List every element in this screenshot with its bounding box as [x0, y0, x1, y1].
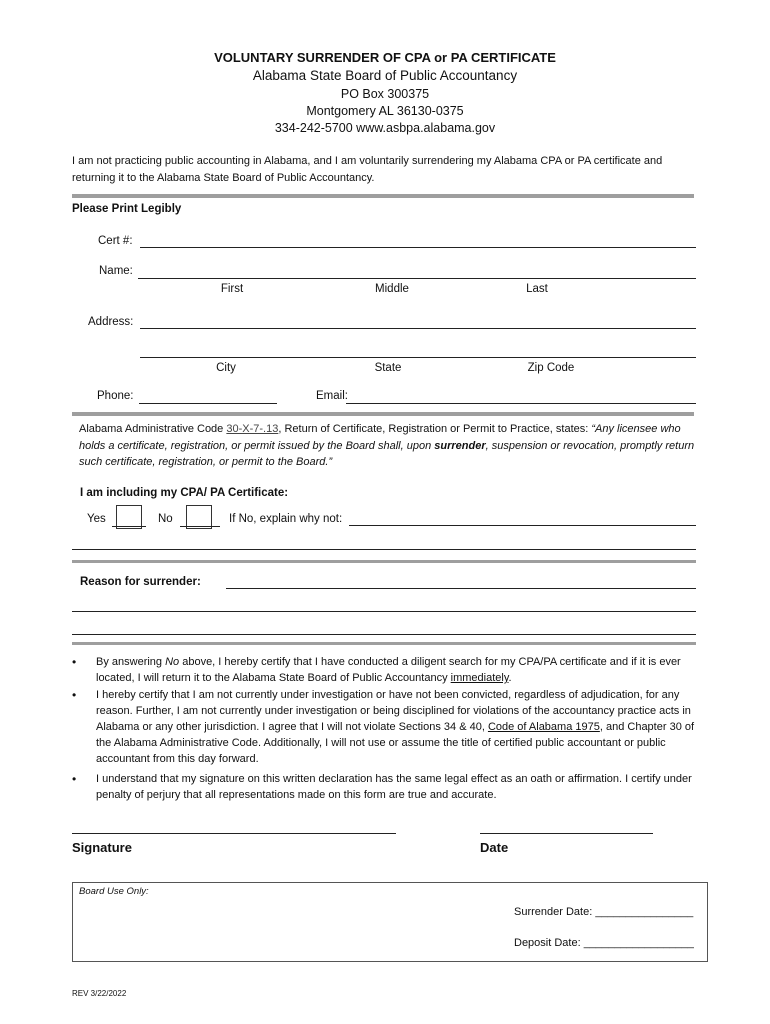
explain-input[interactable] [349, 525, 696, 526]
cert-input[interactable] [140, 247, 696, 248]
form-title: VOLUNTARY SURRENDER OF CPA or PA CERTIFICATE [214, 50, 556, 65]
certification-emphasis: No [165, 656, 180, 668]
revision-label: REV 3/22/2022 [72, 989, 127, 998]
address-zip-caption: Zip Code [527, 362, 575, 374]
yes-underline [112, 526, 146, 527]
admin-code-quote-end: , suspension or revocation, promptly return such certificate, registration, or permit to the Board.” [79, 439, 695, 468]
address-city-caption: City [216, 362, 236, 374]
address-line-1-input[interactable] [140, 328, 696, 329]
city-line: Montgomery AL 36130-0375 [306, 104, 464, 118]
name-first-caption: First [220, 283, 244, 295]
intro-statement: I am not practicing public accounting in Alabama, and I am voluntarily surrendering my Alabama CPA or PA certificate and returning it to the Alabama State Board of Public Accountancy. [72, 155, 663, 184]
section-divider [72, 560, 696, 563]
certification-text: I understand that my signature on this written declaration has the same legal effect as an oath or affirmation. I certify under penalty of perjury that all representations made on this form are true and accurate. [96, 773, 692, 801]
address-label: Address: [88, 316, 134, 328]
address-state-caption: State [374, 362, 402, 374]
reason-input-line-2[interactable] [72, 611, 696, 612]
admin-code-link[interactable]: 30-X-7-.13 [226, 423, 279, 435]
signature-label: Signature [72, 840, 132, 855]
deposit-date-field[interactable]: Deposit Date: __________________ [514, 937, 694, 949]
no-label: No [158, 513, 173, 525]
certification-item [72, 654, 700, 686]
section-divider [72, 642, 696, 645]
no-underline [180, 526, 220, 527]
code-of-alabama-reference: Code of Alabama 1975 [487, 721, 600, 733]
certification-text: By answering [96, 656, 166, 668]
bullet-icon: • [72, 655, 77, 669]
name-middle-caption: Middle [375, 283, 409, 295]
certification-item [72, 771, 700, 803]
including-certificate-heading: I am including my CPA/ PA Certificate: [80, 487, 289, 499]
name-label: Name: [99, 265, 133, 277]
address-line-2-input[interactable] [140, 357, 696, 358]
certification-list [72, 654, 700, 804]
email-input[interactable] [346, 403, 696, 404]
certification-item [72, 687, 700, 767]
section-divider [72, 194, 694, 198]
reason-input[interactable] [226, 588, 696, 589]
admin-code-middle: , Return of Certificate, Registration or Permit to Practice, states: [278, 423, 592, 435]
organization-name: Alabama State Board of Public Accountancy [252, 68, 518, 83]
certification-text: above, I hereby certify that I have conducted a diligent search for my CPA/PA certificate and if it is ever located, I will return it to the Alabama State Board of Public Accountancy [96, 656, 681, 684]
reason-input-line-3[interactable] [72, 634, 696, 635]
date-label: Date [480, 840, 509, 855]
po-box: PO Box 300375 [340, 87, 430, 101]
section-divider [72, 412, 694, 416]
yes-label: Yes [87, 513, 106, 525]
cert-label: Cert #: [98, 235, 133, 247]
certification-text: I hereby certify that I am not currently under investigation or have not been convicted, regardless of adjudication, for any reason. Further, I am not currently under investigation or being disciplined for violations of the accountancy practice acts in Alabama or any other jurisdiction. I agree that I will not violate Sections 34 & 40, [96, 689, 691, 733]
bullet-icon: • [72, 772, 77, 786]
name-input[interactable] [138, 278, 696, 279]
print-legibly-label: Please Print Legibly [72, 203, 182, 215]
name-last-caption: Last [526, 283, 548, 295]
board-use-box [72, 882, 708, 962]
admin-code-quote-start: “Any licensee who holds a certificate, registration, or permit issued by the Board shall, upon [79, 423, 681, 452]
explain-input-line-2[interactable] [72, 549, 696, 550]
surrender-date-field[interactable]: Surrender Date: ________________ [514, 906, 694, 918]
certification-underline: immediately [450, 672, 509, 684]
board-use-heading: Board Use Only: [79, 886, 149, 897]
reason-label: Reason for surrender: [80, 576, 201, 588]
contact-line: 334-242-5700 www.asbpa.alabama.gov [274, 121, 496, 135]
bullet-icon: • [72, 688, 77, 702]
email-label: Email: [316, 390, 348, 402]
phone-input[interactable] [139, 403, 277, 404]
phone-label: Phone: [97, 390, 134, 402]
admin-code-prefix: Alabama Administrative Code [79, 423, 227, 435]
admin-code-quote-bold: surrender [434, 439, 486, 452]
explain-label: If No, explain why not: [229, 513, 343, 525]
date-input[interactable] [480, 833, 653, 834]
signature-input[interactable] [72, 833, 396, 834]
certification-text: , and Chapter 30 of the Alabama Administrative Code. Additionally, I will not use or assume the title of certified public accountant or public accountant from this day forward. [96, 721, 695, 765]
certification-text: . [508, 672, 512, 684]
admin-code-statement [79, 421, 697, 471]
